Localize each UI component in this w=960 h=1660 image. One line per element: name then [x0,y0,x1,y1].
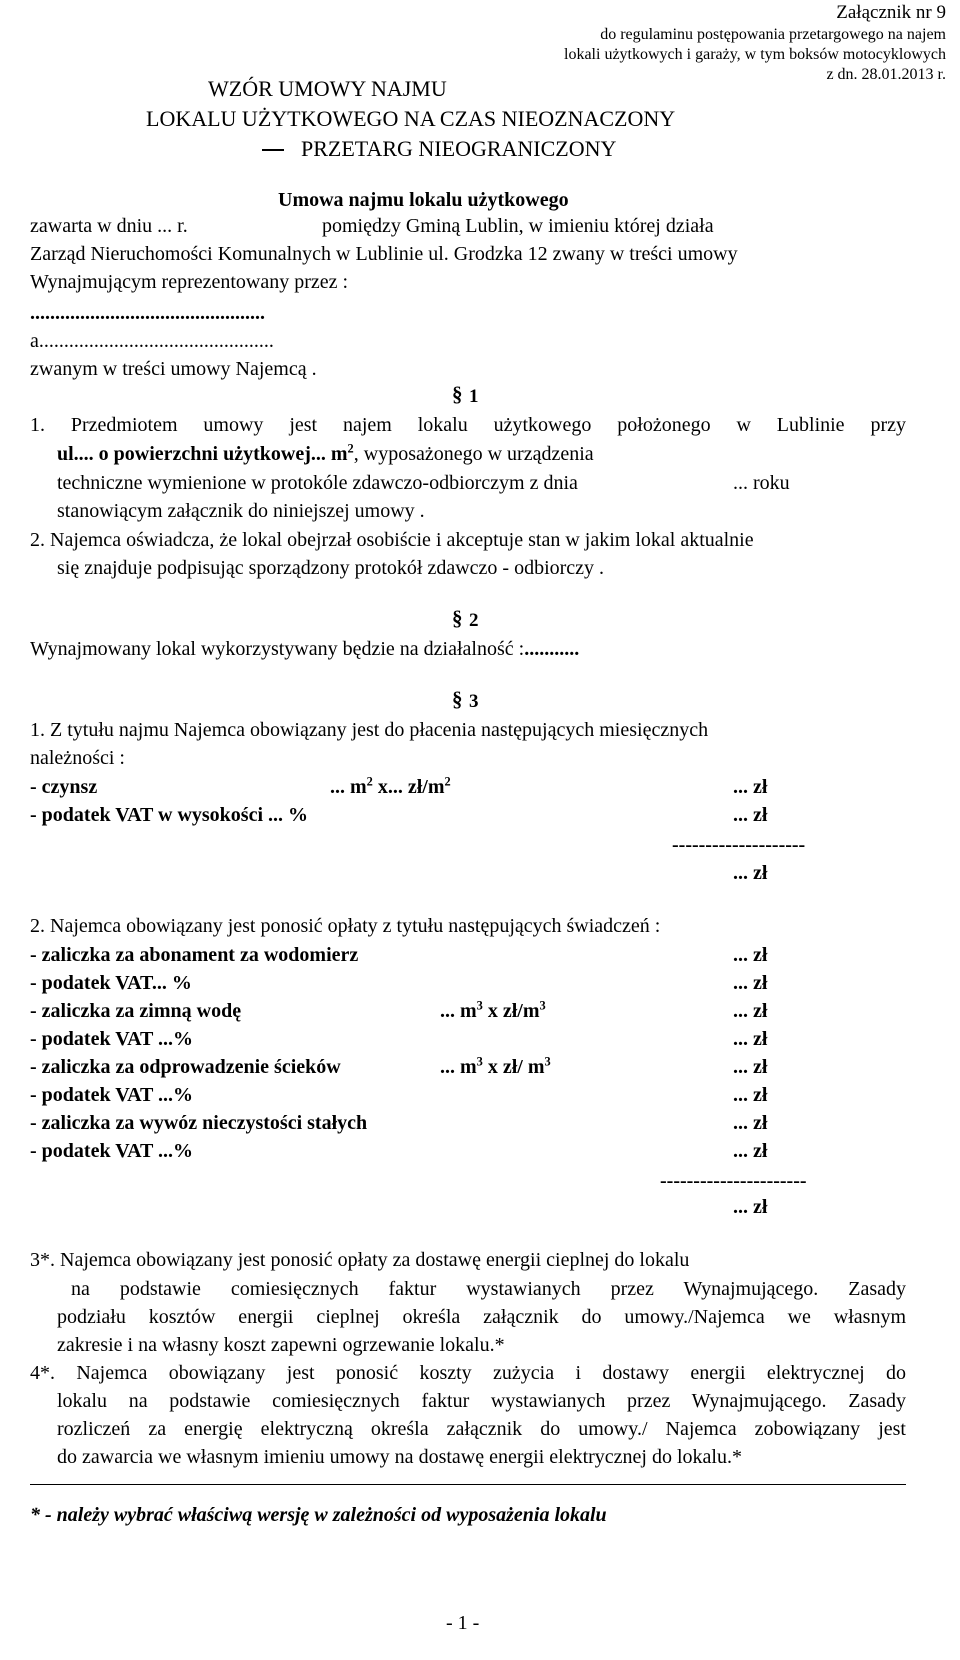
rent-mid [330,776,451,799]
vat-4-label: - podatek VAT ...% [30,1140,194,1162]
waste-amount: ... zł [733,1112,768,1134]
separator-1: -------------------- [672,834,806,856]
page-number: - 1 - [446,1612,480,1634]
sewage-mid-b: x zł/ m [487,1056,545,1078]
s1-p1-line-4: stanowiącym załącznik do niniejszej umowy . [57,500,425,522]
s3-p2-line-1: 2. Najemca obowiązany jest ponosić opłaty z tytułu następujących świadczeń : [30,915,661,937]
p3-line-3: podziału kosztów energii cieplnej określa załącznik do umowy./Najemca we własnym [57,1306,906,1328]
s1-p1-line-3a: techniczne wymienione w protokóle zdawczo-odbiorczym z dnia [57,472,578,494]
intro-line-2: Zarząd Nieruchomości Komunalnych w Lublinie ul. Grodzka 12 zwany w treści umowy [30,243,738,265]
waste-label: - zaliczka za wywóz nieczystości stałych [30,1112,368,1134]
m2-sup: 2 [347,441,354,456]
p4-line-1: 4*. Najemca obowiązany jest ponosić koszty zużycia i dostawy energii elektrycznej do [30,1362,906,1384]
vat-4-amount: ... zł [733,1140,768,1162]
cold-water-amount: ... zł [733,1000,768,1022]
intro-date: zawarta w dniu ... r. [30,215,188,237]
heading-dash [262,149,284,151]
s1-p1-line-2a: ul.... o powierzchni użytkowej... m [57,443,348,465]
s1-p1-line-1: 1. Przedmiotem umowy jest najem lokalu użytkowego położonego w Lublinie przy [30,414,906,436]
p3-line-2: na podstawie comiesięcznych faktur wystawianych przez Wynajmującego. Zasady [71,1278,906,1300]
footnote: * - należy wybrać właściwą wersję w zależności od wyposażenia lokalu [30,1504,607,1526]
rent-mid-b: x... zł/m [377,776,445,798]
s2-text [30,638,579,661]
s3-p1-line-1: 1. Z tytułu najmu Najemca obowiązany jest do płacenia następujących miesięcznych [30,719,709,741]
section-symbol-3: § [452,687,463,711]
section-symbol-2: § [452,606,463,630]
s1-p2-line-2: się znajduje podpisując sporządzony protokół zdawczo - odbiorczy . [57,557,605,579]
annex-line-3: z dn. 28.01.2013 r. [826,66,946,83]
sewage-amount: ... zł [733,1056,768,1078]
intro-line-4: ............................................... [30,302,265,324]
total-1: ... zł [733,862,768,884]
section-number-3: 3 [469,691,479,712]
p3-line-1: 3*. Najemca obowiązany jest ponosić opłaty za dostawę energii cieplnej do lokalu [30,1249,690,1271]
s3-p1-line-2: należności : [30,747,125,769]
intro-line-5: a............................................... [30,330,274,352]
p4-line-2: lokalu na podstawie comiesięcznych faktur wystawianych przez Wynajmującego. Zasady [57,1390,906,1412]
intro-line-6: zwanym w treści umowy Najemcą . [30,358,317,380]
s1-p1-line-2 [57,443,594,466]
intro-parties: pomiędzy Gminą Lublin, w imieniu której działa [322,215,714,237]
water-meter-label: - zaliczka za abonament za wodomierz [30,944,359,966]
p4-line-4: do zawarcia we własnym imieniu umowy na dostawę energii elektrycznej do lokalu.* [57,1446,742,1468]
annex-line-2: lokali użytkowych i garaży, w tym boksów motocyklowych [564,46,946,63]
sewage-label: - zaliczka za odprowadzenie ścieków [30,1056,341,1078]
footnote-rule [30,1484,906,1485]
cold-mid-a: ... m [440,1000,477,1022]
section-number-2: 2 [469,610,479,631]
vat-3-amount: ... zł [733,1084,768,1106]
cold-sup-2: 3 [539,998,546,1013]
rent-sup-2: 2 [444,774,451,789]
rent-amount: ... zł [733,776,768,798]
vat-amount: ... zł [733,804,768,826]
s2-text-b: ........... [524,638,580,660]
s2-text-a: Wynajmowany lokal wykorzystywany będzie na działalność : [30,638,525,660]
cold-sup-1: 3 [476,998,483,1013]
contract-title: Umowa najmu lokalu użytkowego [278,189,569,211]
s1-p1-line-3b: ... roku [733,472,790,494]
vat-2-amount: ... zł [733,1028,768,1050]
vat-1-amount: ... zł [733,972,768,994]
rent-sup-1: 2 [366,774,373,789]
sewage-mid-a: ... m [440,1056,477,1078]
p4-line-3: rozliczeń za energię elektryczną określa załącznik do umowy./ Najemca zobowiązany jest [57,1418,906,1440]
vat-3-label: - podatek VAT ...% [30,1084,194,1106]
sewage-mid [440,1056,551,1079]
sewage-sup-2: 3 [544,1054,551,1069]
intro-line-3: Wynajmującym reprezentowany przez : [30,271,349,293]
rent-label: - czynsz [30,776,98,798]
total-2: ... zł [733,1196,768,1218]
sewage-sup-1: 3 [476,1054,483,1069]
water-meter-amount: ... zł [733,944,768,966]
vat-1-label: - podatek VAT... % [30,972,192,994]
cold-water-label: - zaliczka za zimną wodę [30,1000,242,1022]
p3-line-4: zakresie i na własny koszt zapewni ogrzewanie lokalu.* [57,1334,505,1356]
vat-rate-label: - podatek VAT w wysokości ... % [30,804,309,826]
vat-2-label: - podatek VAT ...% [30,1028,194,1050]
s1-p2-line-1: 2. Najemca oświadcza, że lokal obejrzał osobiście i akceptuje stan w jakim lokal aktualnie [30,529,754,551]
cold-water-mid [440,1000,546,1023]
rent-mid-a: ... m [330,776,367,798]
annex-title: Załącznik nr 9 [836,2,946,23]
heading-line-1: WZÓR UMOWY NAJMU [208,76,447,101]
heading-line-3: PRZETARG NIEOGRANICZONY [301,136,617,161]
heading-line-2: LOKALU UŻYTKOWEGO NA CZAS NIEOZNACZONY [146,106,676,131]
section-symbol-1: § [452,382,463,406]
annex-line-1: do regulaminu postępowania przetargowego na najem [600,26,946,43]
separator-2: ---------------------- [660,1170,807,1192]
s1-p1-line-2b: , wyposażonego w urządzenia [353,443,594,465]
cold-mid-b: x zł/m [487,1000,540,1022]
section-number-1: 1 [469,386,479,407]
